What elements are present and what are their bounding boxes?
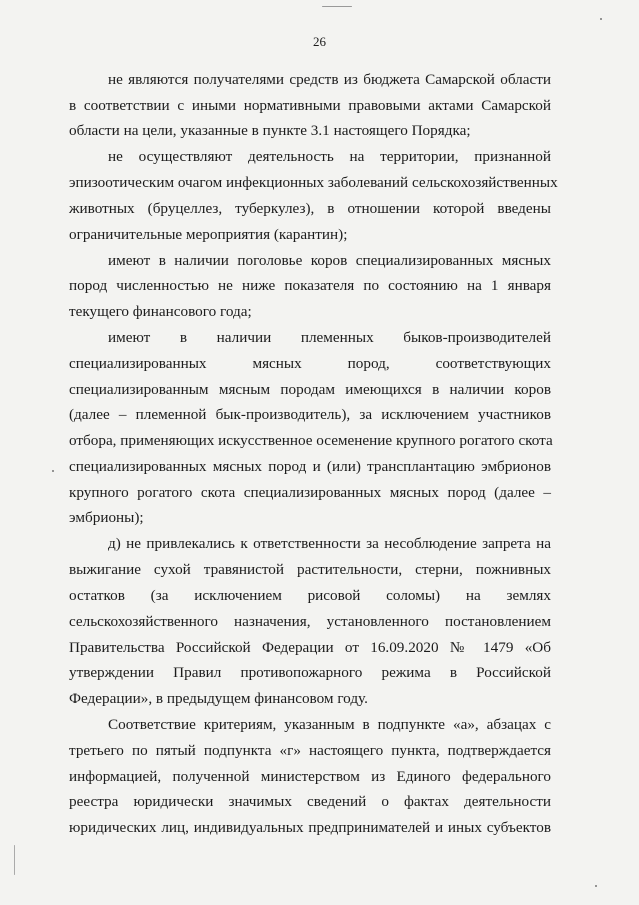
page-number: 26 [313, 34, 326, 49]
scan-artifact [600, 18, 602, 20]
text-line: Соответствие критериям, указанным в подпункте «а», абзацах с [108, 716, 551, 733]
text-line: текущего финансового года; [69, 303, 252, 320]
text-line: (далее – племенной бык-производитель), за исключением участников [69, 406, 551, 423]
scan-artifact [14, 845, 15, 875]
text-line: животных (бруцеллез, туберкулез), в отношении которой введены [69, 200, 551, 217]
text-line: реестра юридически значимых сведений о фактах деятельности [69, 793, 551, 810]
scan-artifact [52, 470, 54, 472]
text-line: в соответствии с иными нормативными правовыми актами Самарской [69, 97, 551, 114]
text-line: третьего по пятый подпункта «г» настоящего пункта, подтверждается [69, 742, 551, 759]
text-line: специализированных мясных пород и (или) трансплантацию эмбрионов [69, 458, 551, 475]
text-line: сельскохозяйственного назначения, установленного постановлением [69, 613, 551, 630]
text-line: области на цели, указанные в пункте 3.1 настоящего Порядка; [69, 122, 471, 139]
text-line: имеют в наличии поголовье коров специализированных мясных [108, 252, 551, 269]
text-line: пород численностью не ниже показателя по состоянию на 1 января [69, 277, 551, 294]
scan-artifact [322, 6, 352, 7]
text-line: Правительства Российской Федерации от 16.09.2020 № 1479 «Об [69, 639, 551, 656]
text-line: эмбрионы); [69, 509, 144, 526]
text-line: специализированных мясных пород, соответствующих [69, 355, 551, 372]
text-line: крупного рогатого скота специализированных мясных пород (далее – [69, 484, 551, 501]
text-line: ограничительные мероприятия (карантин); [69, 226, 348, 243]
scan-artifact [595, 885, 597, 887]
text-line: имеют в наличии племенных быков-производителей [108, 329, 551, 346]
text-line: информацией, полученной министерством из Единого федерального [69, 768, 551, 785]
text-line: д) не привлекались к ответственности за несоблюдение запрета на [108, 535, 551, 552]
text-line: остатков (за исключением рисовой соломы) на землях [69, 587, 551, 604]
text-line: юридических лиц, индивидуальных предпринимателей и иных субъектов [69, 819, 551, 836]
text-line: отбора, применяющих искусственное осеменение крупного рогатого скота [69, 432, 553, 449]
text-line: Федерации», в предыдущем финансовом году. [69, 690, 368, 707]
text-line: не являются получателями средств из бюджета Самарской области [108, 71, 551, 88]
text-line: выжигание сухой травянистой растительности, стерни, пожнивных [69, 561, 551, 578]
text-line: эпизоотическим очагом инфекционных заболеваний сельскохозяйственных [69, 174, 558, 191]
text-line: специализированным мясным породам имеющихся в наличии коров [69, 381, 551, 398]
text-line: не осуществляют деятельность на территории, признанной [108, 148, 551, 165]
text-line: утверждении Правил противопожарного режима в Российской [69, 664, 551, 681]
